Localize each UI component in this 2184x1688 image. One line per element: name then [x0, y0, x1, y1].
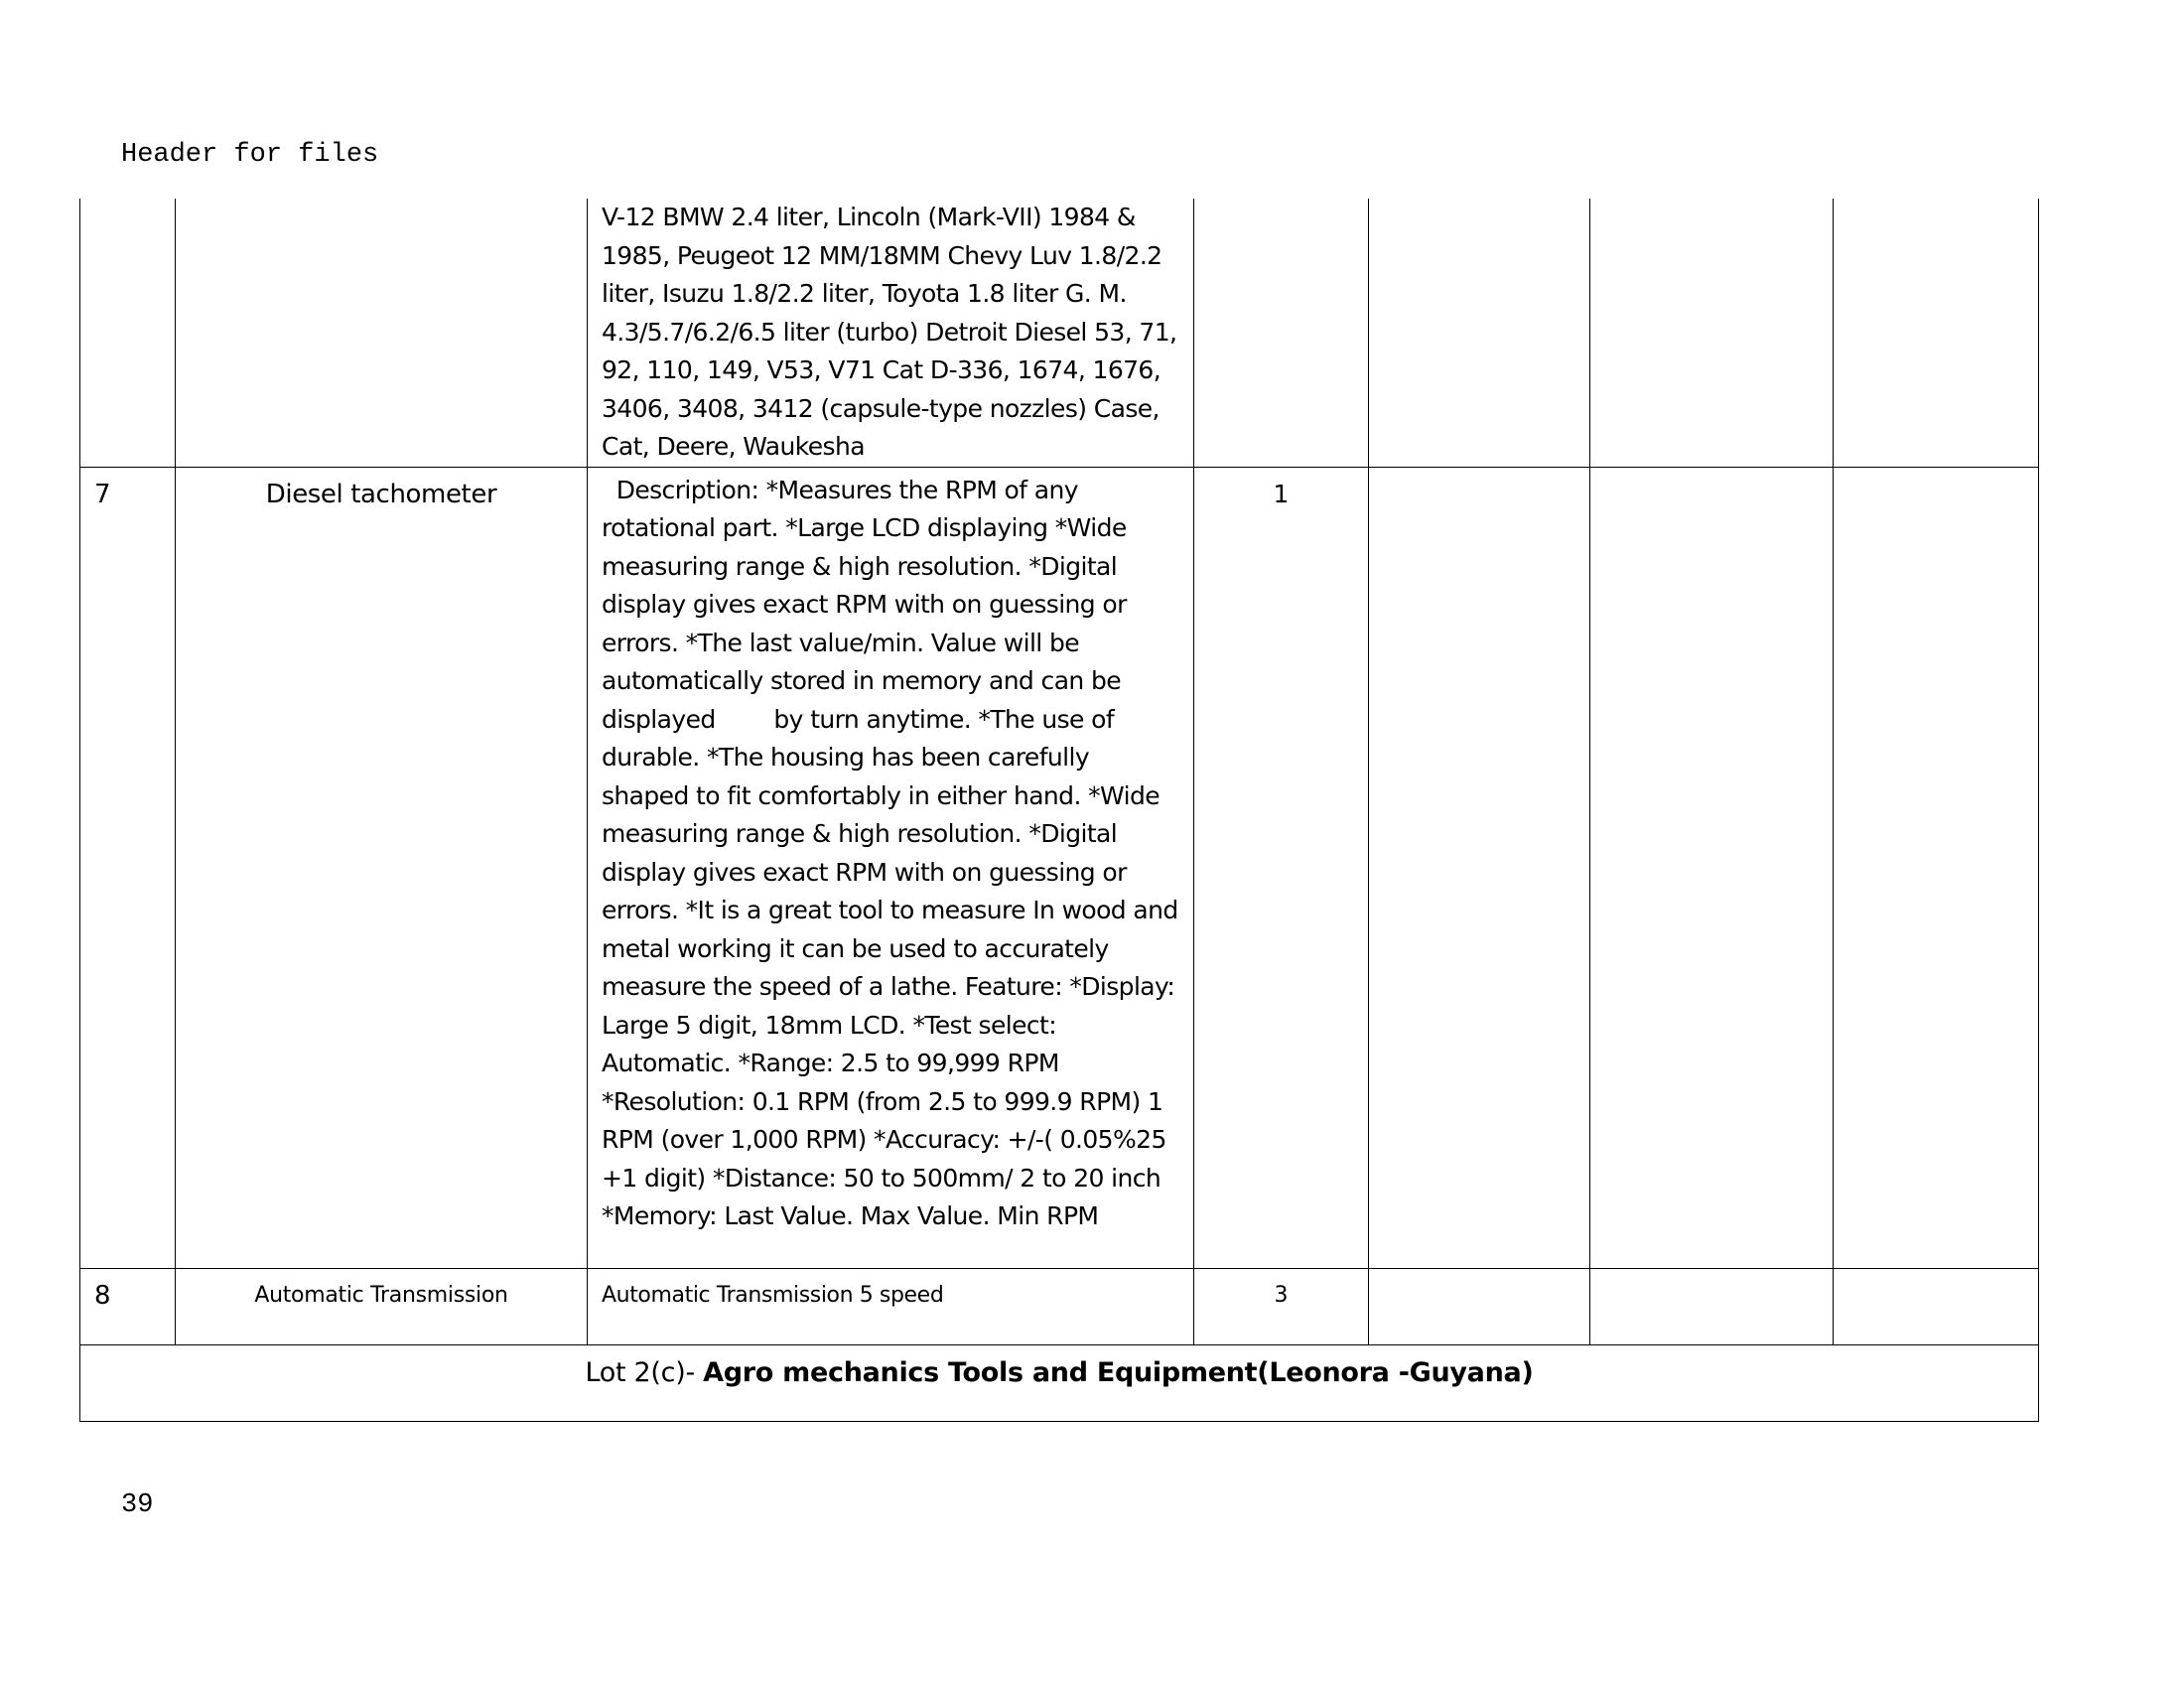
- lot-heading-row: [80, 1344, 2039, 1421]
- continuation-description: V-12 BMW 2.4 liter, Lincoln (Mark-VII) 1984 & 1985, Peugeot 12 MM/18MM Chevy Luv 1.8/2.2 liter, Isuzu 1.8/2.2 liter, Toyota 1.8 liter G. M. 4.3/5.7/6.2/6.5 liter (turbo) Detroit Diesel 53, 71, 92, 110, 149, V53, V71 Cat D-336, 1674, 1676, 3406, 3408, 3412 (capsule-type nozzles) Case, Cat, Deere, Waukesha: [602, 203, 1184, 461]
- item-name: Diesel tachometer: [265, 479, 497, 509]
- empty-cell: [1834, 199, 2039, 467]
- item-quantity: 1: [1273, 479, 1290, 508]
- page-number: 39: [121, 1490, 154, 1520]
- table-row: [80, 467, 2039, 1268]
- qty-cell: [1194, 199, 1369, 467]
- description-cell: [588, 467, 1194, 1268]
- item-cell: [176, 467, 588, 1268]
- item-description: Description: *Measures the RPM of any rotational part. *Large LCD displaying *Wide measuring range & high resolution. *Digital display gives exact RPM with on guessing or errors. *The last value/min. Value will be automatically stored in memory and can be displayed by turn anytime. *The use of durable. *The housing has been carefully shaped to fit comfortably in either hand. *Wide measuring range & high resolution. *Digital display gives exact RPM with on guessing or errors. *It is a great tool to measure In wood and metal working it can be used to accurately measure the speed of a lathe. Feature: *Display: Large 5 digit, 18mm LCD. *Test select: Automatic. *Range: 2.5 to 99,999 RPM *Resolution: 0.1 RPM (from 2.5 to 999.9 RPM) 1 RPM (over 1,000 RPM) *Accuracy: +/-( 0.05%25 +1 digit) *Distance: 50 to 500mm/ 2 to 20 inch *Memory: Last Value. Max Value. Min RPM: [602, 475, 1186, 1230]
- row-number: 7: [94, 479, 111, 509]
- lot-heading-cell: [80, 1344, 2039, 1421]
- table-row: [80, 1268, 2039, 1344]
- running-header: Header for files: [121, 140, 379, 170]
- row-number: 8: [94, 1280, 111, 1311]
- empty-cell: [1369, 199, 1590, 467]
- description-cell: [588, 199, 1194, 467]
- item-description: Automatic Transmission 5 speed: [602, 1282, 944, 1308]
- table-row-continuation: [80, 199, 2039, 467]
- empty-cell: [1590, 467, 1834, 1268]
- qty-cell: [1194, 467, 1369, 1268]
- lot-title: Agro mechanics Tools and Equipment(Leonora -Guyana): [703, 1356, 1534, 1388]
- lot-prefix: Lot 2(c)-: [585, 1356, 704, 1388]
- qty-cell: [1194, 1268, 1369, 1344]
- description-cell: [588, 1268, 1194, 1344]
- empty-cell: [1590, 199, 1834, 467]
- lot-heading: [80, 1345, 2038, 1391]
- item-cell: [176, 1268, 588, 1344]
- equipment-spec-table: [79, 199, 2039, 1422]
- empty-cell: [1369, 467, 1590, 1268]
- empty-cell: [1834, 467, 2039, 1268]
- empty-cell: [1369, 1268, 1590, 1344]
- empty-cell: [1590, 1268, 1834, 1344]
- empty-cell: [1834, 1268, 2039, 1344]
- sn-cell: [80, 199, 176, 467]
- sn-cell: [80, 1268, 176, 1344]
- item-cell: [176, 199, 588, 467]
- item-name: Automatic Transmission: [254, 1282, 508, 1308]
- item-quantity: 3: [1274, 1282, 1289, 1308]
- sn-cell: [80, 467, 176, 1268]
